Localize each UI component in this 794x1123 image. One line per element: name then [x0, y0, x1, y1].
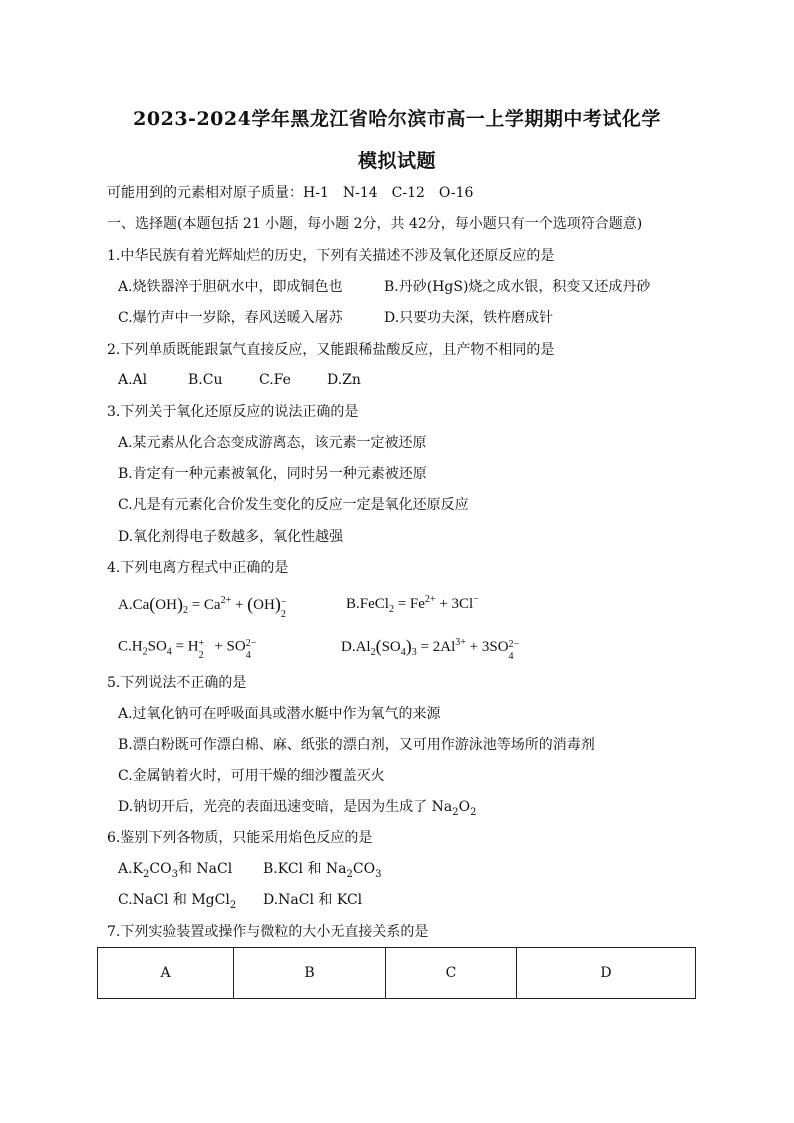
- q1-option-c: C.爆竹声中一岁除，春风送暖入屠苏: [118, 310, 343, 326]
- q3-option-c: C.凡是有元素化合价发生变化的反应一定是氧化还原反应: [118, 497, 469, 513]
- q6-option-c: C.NaCl 和 MgCl$_2$: [118, 892, 237, 911]
- q6-option-a: $A.K_2CO_3$和 NaCl: [118, 861, 233, 880]
- q3-option-b: B.肯定有一种元素被氧化，同时另一种元素被还原: [118, 466, 427, 482]
- q6-option-d: D.NaCl 和 KCl: [263, 892, 363, 908]
- q2-stem: 2.下列单质既能跟氯气直接反应，又能跟稀盐酸反应，且产物不相同的是: [107, 342, 555, 358]
- q1-option-b: B.丹砂(HgS)烧之成水银，积变又还成丹砂: [384, 279, 651, 295]
- q6-c-pre: C.NaCl 和 MgCl: [118, 892, 230, 908]
- q6-a-post: 和 NaCl: [177, 861, 233, 877]
- atomic-masses: 可能用到的元素相对原子质量：H-1 N-14 C-12 O-16: [107, 185, 474, 201]
- q6-a-mid: CO: [149, 861, 172, 877]
- q4-option-b: B.FeCl$_2$ = $Fe^{2+} + 3Cl^-$: [346, 594, 479, 615]
- table-row: [98, 948, 696, 999]
- q4-label-c: C.: [118, 638, 132, 655]
- q7-header-a: A: [98, 948, 234, 999]
- q6-option-b: B.KCl 和 $Na_2CO_3$: [263, 861, 382, 880]
- q4-label-a: A.: [118, 597, 133, 613]
- q5-option-d: D.钠切开后，光亮的表面迅速变暗，是因为生成了 $Na_2O_2$: [118, 799, 477, 818]
- q7-header-d: D: [517, 948, 696, 999]
- q2-option-c: C.Fe: [259, 372, 291, 388]
- title-line-2: 模拟试题: [357, 150, 436, 172]
- q5-option-d-text: D.钠切开后，光亮的表面迅速变暗，是因为生成了 Na: [118, 799, 453, 815]
- title-line-1: 2023-2024学年黑龙江省哈尔滨市高一上学期期中考试化学: [133, 108, 661, 130]
- q6-b-pre: B.KCl 和 Na: [263, 861, 347, 877]
- q5-option-c: C.金属钠着火时，可用干燥的细沙覆盖灭火: [118, 768, 385, 784]
- q3-stem: 3.下列关于氧化还原反应的说法正确的是: [107, 404, 359, 420]
- q4-label-b: B.: [346, 596, 360, 612]
- q7-header-c: C: [386, 948, 517, 999]
- q4-stem: 4.下列电离方程式中正确的是: [107, 560, 289, 576]
- q4-option-c: $C.H_2SO_4 = H$ + 2 + SO 2− 4: [118, 638, 257, 661]
- q7-options-table: [97, 947, 696, 999]
- q3-option-a: A.某元素从化合态变成游离态，该元素一定被还原: [118, 435, 427, 451]
- q3-option-d: D.氧化剂得电子数越多，氧化性越强: [118, 529, 344, 545]
- q2-option-a: A.Al: [118, 372, 148, 388]
- q1-option-a: A.烧铁器淬于胆矾水中，即成铜色也: [118, 279, 343, 295]
- q6-a-pre: A.K: [118, 861, 144, 877]
- q4-label-d: D.: [341, 639, 356, 655]
- section-heading: 一、选择题(本题包括 21 小题，每小题 2分，共 42分，每小题只有一个选项符合题意): [107, 216, 643, 232]
- q1-option-d: D.只要功夫深，铁杵磨成针: [384, 310, 554, 326]
- q2-option-d: D.Zn: [327, 372, 361, 388]
- q6-stem: 6.鉴别下列各物质，只能采用焰色反应的是: [107, 830, 373, 846]
- q6-b-mid: CO: [352, 861, 376, 877]
- q1-stem: 1.中华民族有着光辉灿烂的历史，下列有关描述不涉及氧化还原反应的是: [107, 248, 555, 264]
- q5-option-a: A.过氧化钠可在呼吸面具或潜水艇中作为氧气的来源: [118, 706, 441, 722]
- q5-option-b: B.漂白粉既可作漂白棉、麻、纸张的漂白剂，又可用作游泳池等场所的消毒剂: [118, 737, 595, 753]
- q5-stem: 5.下列说法不正确的是: [107, 675, 247, 691]
- q2-option-b: B.Cu: [188, 372, 223, 388]
- q4-option-a: $A.Ca(OH)_2 = Ca^{2+} + (OH)$ − 2: [118, 594, 287, 620]
- q7-header-b: B: [234, 948, 386, 999]
- q7-stem: 7.下列实验装置或操作与微粒的大小无直接关系的是: [107, 924, 429, 940]
- q4-option-d: $D.Al_2(SO_4)_3 = 2Al^{3+} + 3SO$ 2− 4: [341, 636, 520, 662]
